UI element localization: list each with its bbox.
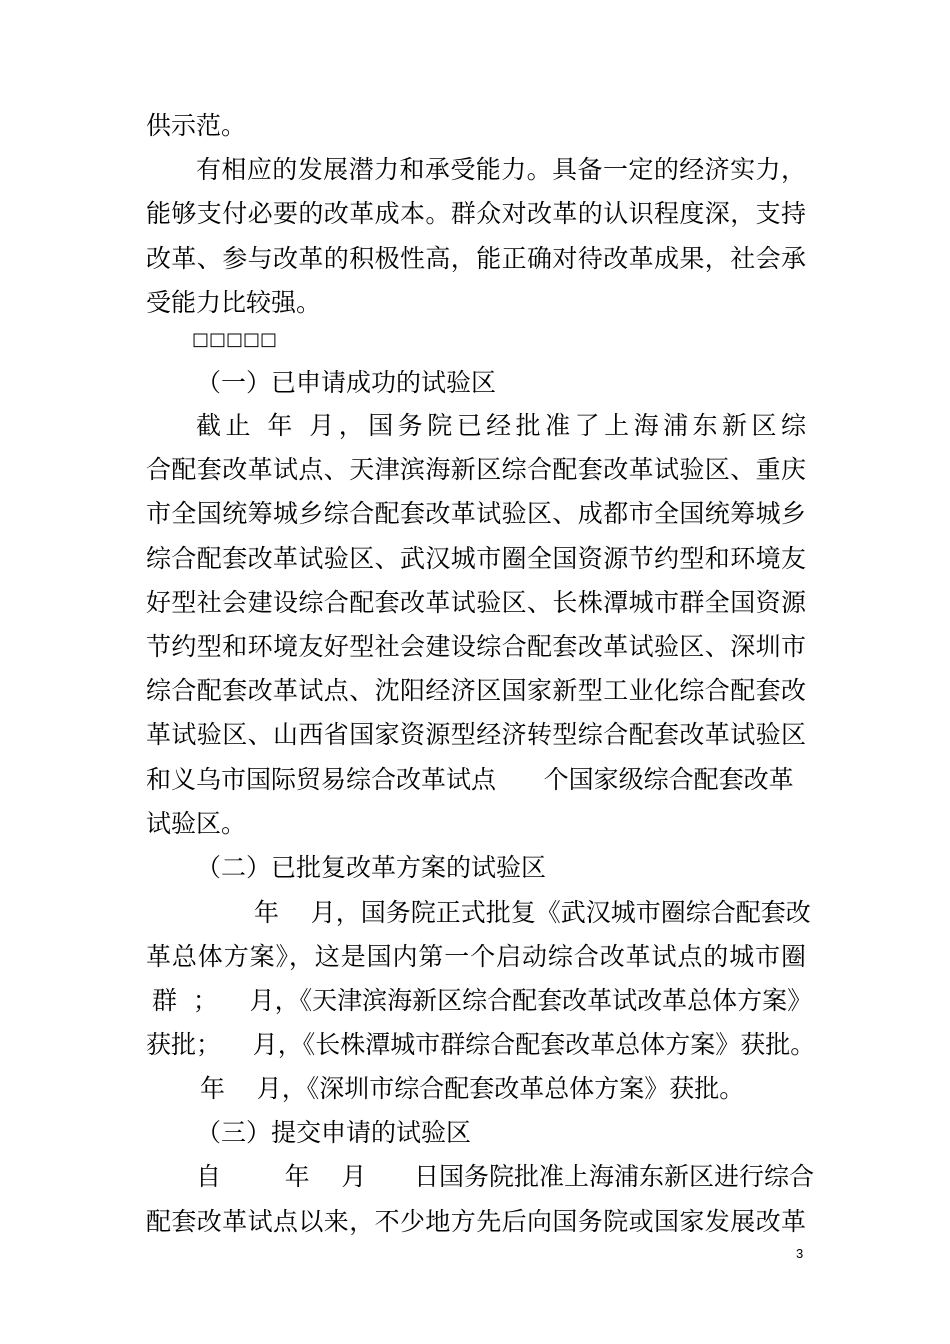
text-line: 节约型和环境友好型社会建设综合配套改革试验区、深圳市: [146, 632, 806, 661]
section-heading: （二）已批复改革方案的试验区: [196, 853, 547, 882]
text-line: 自 年 月 日国务院批准上海浦东新区进行综合: [196, 1162, 815, 1191]
text-line: 配套改革试点以来，不少地方先后向国务院或国家发展改革: [146, 1207, 806, 1236]
section-heading: （一）已申请成功的试验区: [196, 368, 497, 397]
text-line: 有相应的发展潜力和承受能力。具备一定的经济实力，: [196, 155, 806, 184]
text-line: 革试验区、山西省国家资源型经济转型综合配套改革试验区: [146, 720, 806, 749]
text-line: 供示范。: [146, 111, 247, 140]
text-line: 年 月，《深圳市综合配套改革总体方案》获批。: [200, 1074, 745, 1103]
text-line: 市全国统筹城乡综合配套改革试验区、成都市全国统筹城乡: [146, 499, 806, 528]
text-line: 好型社会建设综合配套改革试验区、长株潭城市群全国资源: [146, 588, 806, 617]
text-line: 革总体方案》，这是国内第一个启动综合改革试点的城市圈: [146, 942, 806, 971]
page-number: 3: [796, 1246, 804, 1261]
text-line: 试验区。: [146, 809, 247, 838]
placeholder-glyphs: □□□□□: [192, 329, 278, 350]
text-line: 和义乌市国际贸易综合改革试点 个国家级综合配套改革: [146, 765, 794, 794]
section-heading: （三）提交申请的试验区: [196, 1118, 472, 1147]
text-line: 综合配套改革试点、沈阳经济区国家新型工业化综合配套改: [146, 676, 806, 705]
text-line: 改革、参与改革的积极性高，能正确对待改革成果，社会承: [146, 244, 806, 273]
text-line: 截止 年 月，国务院已经批准了上海浦东新区综: [196, 411, 806, 440]
text-line: 年 月，国务院正式批复《武汉城市圈综合配套改: [254, 898, 811, 927]
text-line: 群 ； 月，《天津滨海新区综合配套改革试改革总体方案》: [152, 986, 813, 1015]
text-line: 能够支付必要的改革成本。群众对改革的认识程度深，支持: [146, 199, 806, 228]
text-line: 获批； 月，《长株潭城市群综合配套改革总体方案》获批。: [146, 1030, 816, 1059]
text-line: 受能力比较强。: [146, 288, 322, 317]
text-line: 合配套改革试点、天津滨海新区综合配套改革试验区、重庆: [146, 455, 806, 484]
text-line: 综合配套改革试验区、武汉城市圈全国资源节约型和环境友: [146, 544, 806, 573]
